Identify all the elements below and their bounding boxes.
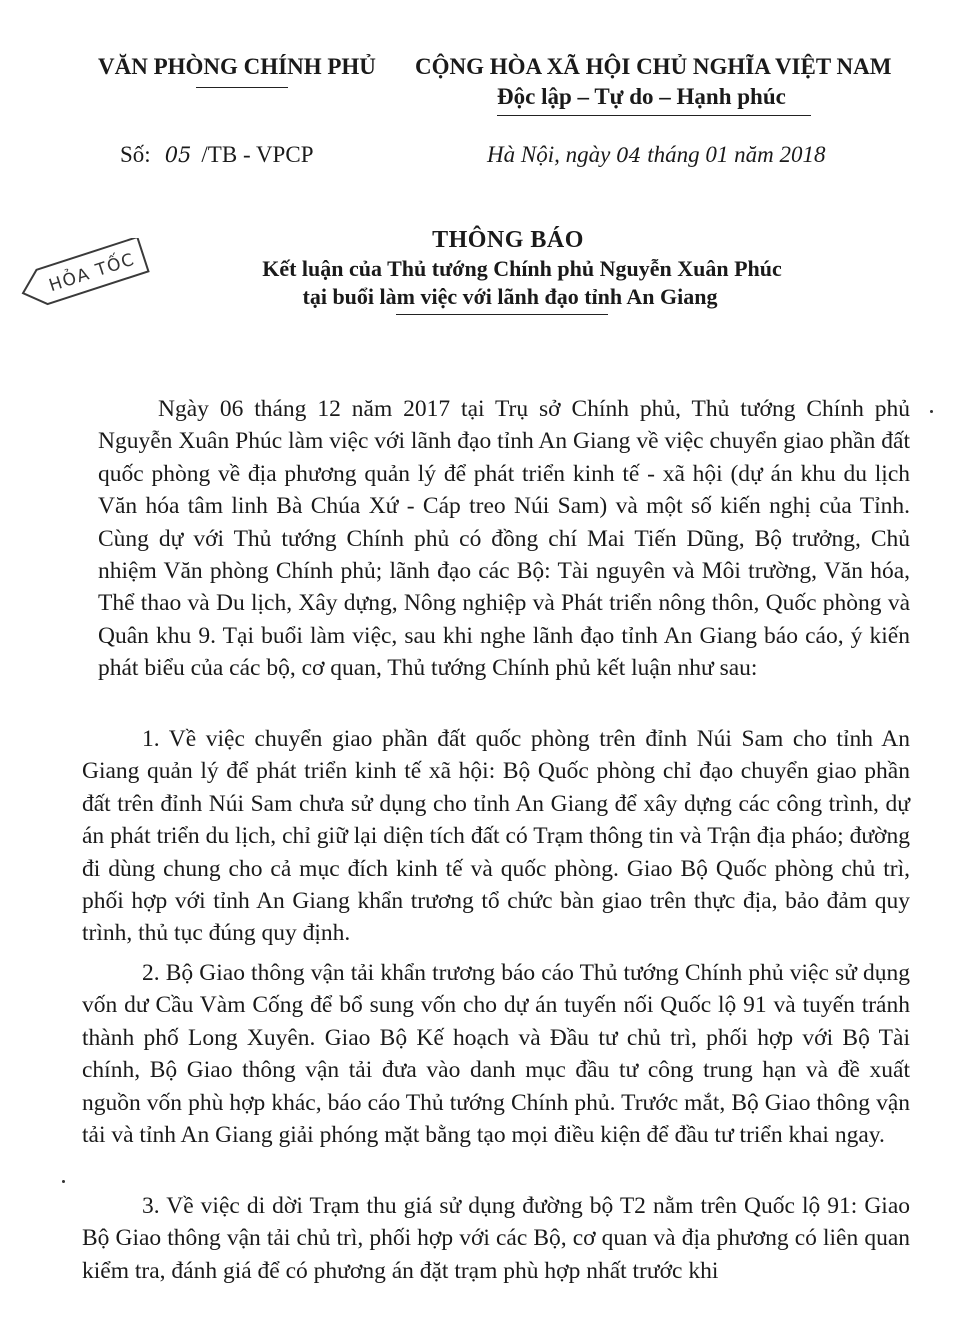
document-subtitle-line-2: tại buổi làm việc với lãnh đạo tỉnh An Giang — [302, 284, 718, 309]
date-line-prefix: Hà Nội, ngày — [487, 142, 611, 167]
scan-speck — [930, 410, 933, 413]
document-title: THÔNG BÁO — [432, 227, 584, 253]
national-motto: Độc lập – Tự do – Hạnh phúc — [497, 84, 786, 109]
intro-paragraph: Ngày 06 tháng 12 năm 2017 tại Trụ sở Chính phủ, Thủ tướng Chính phủ Nguyễn Xuân Phúc làm việc với lãnh đạo tỉnh An Giang về việc chuyển giao phần đất quốc phòng về địa phương quản lý để phát triển kinh tế - xã hội (dự án khu du lịch Văn hóa tâm linh Bà Chúa Xứ - Cáp treo Núi Sam) và một số kiến nghị của Tỉnh. Cùng dự với Thủ tướng Chính phủ có đồng chí Mai Tiến Dũng, Bộ trưởng, Chủ nhiệm Văn phòng Chính phủ; lãnh đạo các Bộ: Tài nguyên và Môi trường, Văn hóa, Thể thao và Du lịch, Xây dựng, Nông nghiệp và Phát triển nông thôn, Quốc phòng và Quân khu 9. Tại buổi làm việc, sau khi nghe lãnh đạo tỉnh An Giang báo cáo, ý kiến phát biểu của các bộ, cơ quan, Thủ tướng Chính phủ kết luận như sau: — [98, 396, 910, 682]
conclusion-item-3: 3. Về việc di dời Trạm thu giá sử dụng đường bộ T2 nằm trên Quốc lộ 91: Giao Bộ Giao thông vận tải chủ trì, phối hợp với các Bộ, cơ quan và địa phương có liên quan kiểm tra, đánh giá để có phương án đặt trạm phù hợp nhất trước khi — [82, 1193, 910, 1284]
date-line — [487, 142, 826, 168]
subtitle-underline — [396, 314, 608, 315]
urgent-stamp-text: HỎA TỐC — [46, 249, 138, 297]
document-subtitle-line-1: Kết luận của Thủ tướng Chính phủ Nguyễn Xuân Phúc — [262, 256, 782, 281]
date-line-rest: tháng 01 năm 2018 — [647, 142, 826, 167]
document-number — [120, 142, 313, 168]
conclusion-item-2: 2. Bộ Giao thông vận tải khẩn trương báo cáo Thủ tướng Chính phủ việc sử dụng vốn dư Cầu Vàm Cống để bổ sung vốn cho dự án tuyến nối Quốc lộ 91 và tuyến tránh thành phố Long Xuyên. Giao Bộ Kế hoạch và Đầu tư chủ trì, phối hợp với Bộ Tài chính, Bộ Giao thông vận tải đưa vào danh mục đầu tư công trung hạn và đề xuất nguồn vốn phù hợp khác, báo cáo Thủ tướng Chính phủ. Trước mắt, Bộ Giao thông vận tải và tỉnh An Giang giải phóng mặt bằng tạo mọi điều kiện để đầu tư triển khai ngay. — [82, 960, 910, 1149]
document-number-prefix: Số: — [120, 142, 151, 167]
document-number-value: 05 — [164, 143, 192, 167]
organization-underline — [196, 87, 288, 88]
issuing-organization: VĂN PHÒNG CHÍNH PHỦ — [98, 54, 376, 79]
scan-speck — [62, 1180, 65, 1183]
document-number-suffix: /TB - VPCP — [201, 142, 314, 167]
national-title: CỘNG HÒA XÃ HỘI CHỦ NGHĨA VIỆT NAM — [415, 54, 892, 79]
date-day-handwritten: 04 — [616, 143, 642, 167]
motto-underline — [497, 115, 811, 116]
conclusion-item-1: 1. Về việc chuyển giao phần đất quốc phòng trên đỉnh Núi Sam cho tỉnh An Giang quản lý để phát triển kinh tế xã hội: Bộ Quốc phòng chỉ đạo chuyển giao phần đất trên đỉnh Núi Sam chưa sử dụng cho tỉnh An Giang để xây dựng các công trình, dự án phát triển du lịch, chỉ giữ lại diện tích đất có Trạm thông tin và Trận địa pháo; đường đi dùng chung cho cả mục đích kinh tế và quốc phòng. Giao Bộ Quốc phòng chủ trì, phối hợp với tỉnh An Giang khẩn trương tổ chức bàn giao trên thực địa, bảo đảm quy trình, thủ tục đúng quy định. — [82, 726, 910, 947]
